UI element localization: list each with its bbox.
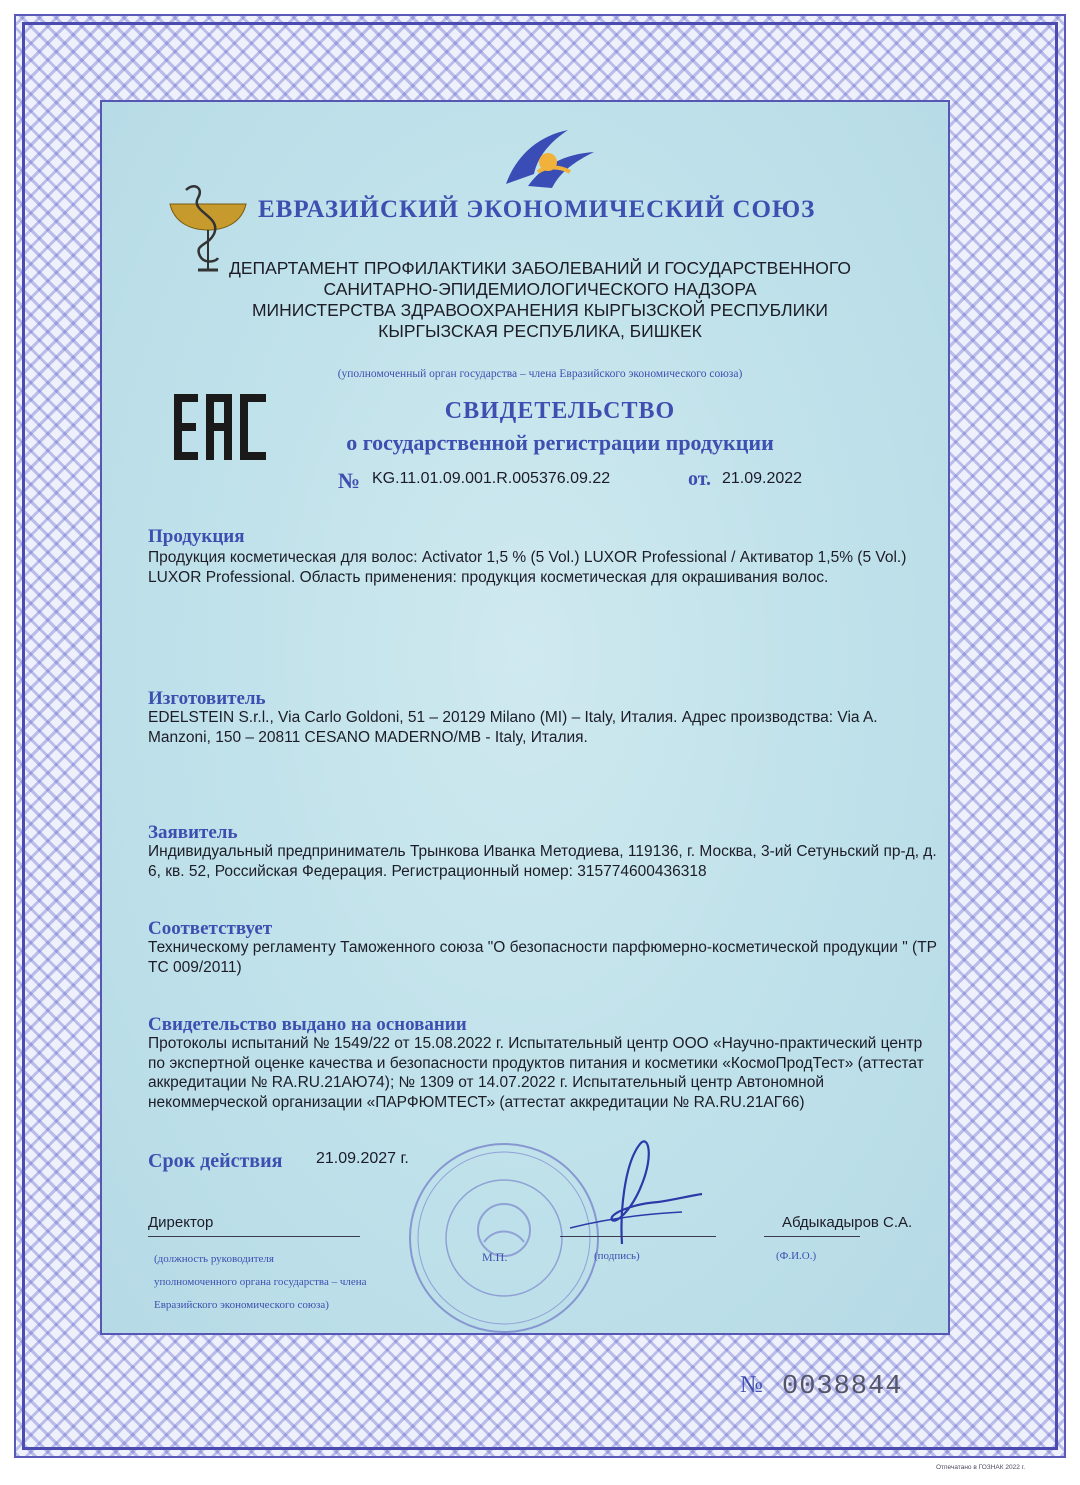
manufacturer-text: EDELSTEIN S.r.l., Via Carlo Goldoni, 51 – 20129 Milano (MI) – Italy, Италия. Адрес производства: Via A. Manzoni, 150 – 20811 CESANO MADERNO/MB - Italy, Италия. xyxy=(148,709,878,746)
position-caption-line: уполномоченного органа государства – члена xyxy=(154,1276,367,1288)
conforms-text: Техническому регламенту Таможенного союза "О безопасности парфюмерно-косметической продукции " (ТР ТС 009/2011) xyxy=(148,939,938,976)
signature-underline xyxy=(560,1236,716,1237)
authority-note: (уполномоченный орган государства – члена Евразийского экономического союза) xyxy=(337,368,743,380)
validity-label: Срок действия xyxy=(148,1150,283,1172)
signature-caption: (подпись) xyxy=(594,1250,640,1262)
position-caption-line: Евразийского экономического союза) xyxy=(154,1299,329,1311)
serial-number: 0038844 xyxy=(782,1372,903,1402)
union-title: ЕВРАЗИЙСКИЙ ЭКОНОМИЧЕСКИЙ СОЮЗ xyxy=(258,196,816,223)
position-caption-line: (должность руководителя xyxy=(154,1253,274,1265)
certificate-number: KG.11.01.09.001.R.005376.09.22 xyxy=(372,470,611,487)
signatory-position: Директор xyxy=(148,1214,214,1231)
department-line: МИНИСТЕРСТВА ЗДРАВООХРАНЕНИЯ КЫРГЫЗСКОЙ РЕСПУБЛИКИ xyxy=(251,300,829,320)
basis-heading: Свидетельство выдано на основании xyxy=(148,1014,467,1035)
serial-number-label: № xyxy=(740,1372,763,1398)
department-line: САНИТАРНО-ЭПИДЕМИОЛОГИЧЕСКОГО НАДЗОРА xyxy=(323,279,757,299)
position-caption xyxy=(154,1248,367,1317)
printed-note: Отпечатано в ГОЗНАК 2022 г. xyxy=(936,1464,1026,1471)
name-caption: (Ф.И.О.) xyxy=(776,1250,817,1262)
validity-value: 21.09.2027 г. xyxy=(316,1150,409,1167)
name-underline xyxy=(764,1236,860,1237)
eac-mark-logo xyxy=(172,392,268,462)
product-text: Продукция косметическая для волос: Activator 1,5 % (5 Vol.) LUXOR Professional / Активатор 1,5% (5 Vol.) LUXOR Professional. Область применения: продукция косметическая для окрашивания волос. xyxy=(148,549,907,586)
applicant-text: Индивидуальный предприниматель Трынкова Иванка Методиева, 119136, г. Москва, 3-ий Сетуньский пр-д, д. 6, кв. 52, Российская Федерация. Регистрационный номер: 315774600436318 xyxy=(148,843,937,880)
certificate-date-label: от. xyxy=(688,468,712,490)
certificate-number-label: № xyxy=(338,468,361,493)
department-block xyxy=(160,258,920,342)
department-line: КЫРГЫЗСКАЯ РЕСПУБЛИКА, БИШКЕК xyxy=(378,321,702,341)
conforms-heading: Соответствует xyxy=(148,918,273,939)
handwritten-signature xyxy=(562,1124,712,1254)
department-line: ДЕПАРТАМЕНТ ПРОФИЛАКТИКИ ЗАБОЛЕВАНИЙ И ГОСУДАРСТВЕННОГО xyxy=(228,258,852,278)
manufacturer-heading: Изготовитель xyxy=(148,688,266,709)
eurasian-union-emblem xyxy=(498,126,598,192)
signatory-name: Абдыкадыров С.А. xyxy=(782,1214,913,1231)
certificate-date: 21.09.2022 xyxy=(722,470,803,487)
certificate-title: СВИДЕТЕЛЬСТВО xyxy=(444,398,676,424)
position-underline xyxy=(148,1236,360,1237)
applicant-heading: Заявитель xyxy=(148,822,238,843)
stamp-caption: М.П. xyxy=(482,1250,508,1264)
product-heading: Продукция xyxy=(148,526,245,547)
certificate-subtitle: о государственной регистрации продукции xyxy=(346,430,774,455)
basis-text: Протоколы испытаний № 1549/22 от 15.08.2022 г. Испытательный центр ООО «Научно-практический центр по экспертной оценке качества и безопасности продуктов питания и косметики «КосмоПродТест» (аттестат аккредитации № RA.RU.21АЮ74); № 1309 от 14.07.2022 г. Испытательный центр Автономной некоммерческой организации «ПАРФЮМТЕСТ» (аттестат аккредитации № RA.RU.21АГ66) xyxy=(148,1035,924,1111)
